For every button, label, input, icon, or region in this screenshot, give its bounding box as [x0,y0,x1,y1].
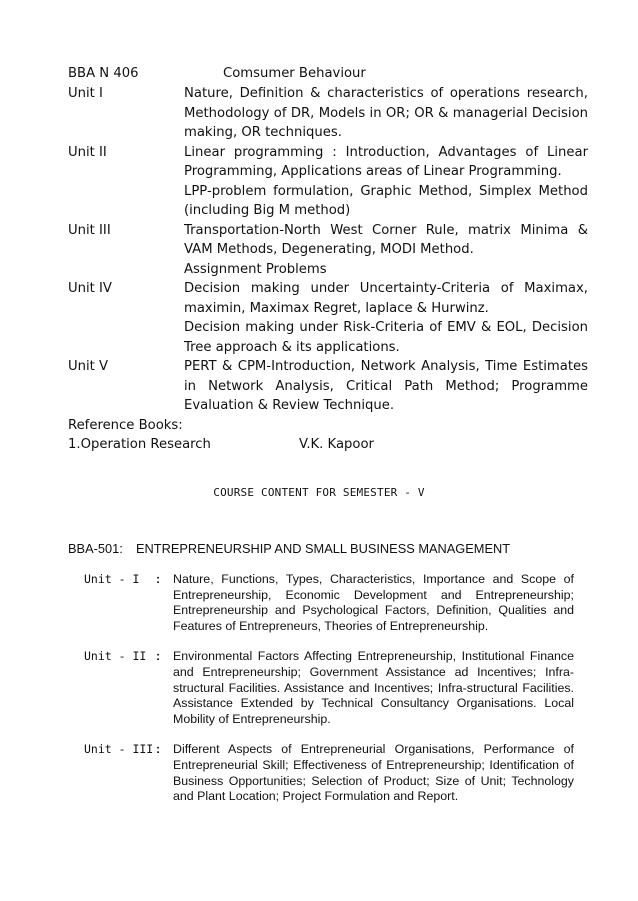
reference-author: V.K. Kapoor [299,437,374,452]
unit-label: Unit IV [68,281,112,296]
references-heading: Reference Books: [68,417,183,433]
unit-label: Unit V [68,359,109,374]
unit-colon: : [156,742,161,757]
reference-item [68,435,588,455]
unit-label: Unit III [68,222,111,238]
unit-label: Unit - I [84,572,140,586]
unit-label: Unit II [68,144,107,160]
unit-text: Linear programming : Introduction, Advantages of Linear Programming, Applications areas of Linear Programming. [184,144,588,179]
course-title: ENTREPRENEURSHIP AND SMALL BUSINESS MANAGEMENT [136,541,511,556]
unit-content [184,221,588,280]
unit-content [184,279,588,357]
unit-colon: : [156,649,161,664]
unit-text: Nature, Definition & characteristics of operations research, Methodology of DR, Models in OR; OR & managerial Decision making, OR techniques. [184,86,588,140]
semester-units [84,572,574,820]
syllabus-header [68,64,588,84]
unit-label: Unit - III [84,742,154,757]
semester-heading: COURSE CONTENT FOR SEMESTER - V [213,486,425,499]
semester-unit-3 [84,742,574,804]
unit-label: Unit I [68,86,103,101]
unit-text: Decision making under Uncertainty-Criteria of Maximax, maximin, Maximax Regret, laplace & Hurwinz. [184,281,588,316]
semester-unit-1 [84,572,574,634]
syllabus-section [68,64,588,455]
unit-text: LPP-problem formulation, Graphic Method, Simplex Method (including Big M method) [184,183,588,218]
unit-text: Transportation-North West Corner Rule, matrix Minima & VAM Methods, Degenerating, MODI Method. [184,222,588,257]
unit-content [184,84,588,143]
course-code: BBA-501: [68,541,123,556]
unit-text: PERT & CPM-Introduction, Network Analysis, Time Estimates in Network Analysis, Critical Path Method; Programme Evaluation & Review Technique. [184,359,588,413]
unit-4 [68,279,588,357]
paper-code: BBA N 406 [68,66,139,81]
unit-text: Assignment Problems [184,261,327,277]
unit-2 [68,143,588,221]
unit-text: Decision making under Risk-Criteria of EMV & EOL, Decision Tree approach & its applications. [184,320,588,355]
paper-subject: Comsumer Behaviour [223,66,366,81]
unit-content [184,357,588,416]
unit-5 [68,357,588,416]
unit-text: Different Aspects of Entrepreneurial Organisations, Performance of Entrepreneurial Skill; Effectiveness of Entrepreneurship; Identification of Business Opportunities; Selection of Product; Size of Unit; Technology and Plant Location; Project Formulation and Report. [173,742,574,804]
references [68,416,588,456]
unit-text: Nature, Functions, Types, Characteristics, Importance and Scope of Entrepreneurship, Economic Development and Entrepreneurship; Entrepreneurship and Psychological Factors, Definition, Qualities and Features of Entrepreneurs, Theories of Entrepreneurship. [173,572,574,633]
unit-label: Unit - II [84,649,147,664]
course-title-line [68,541,510,556]
reference-title: 1.Operation Research [68,437,211,452]
unit-content [184,143,588,221]
unit-3 [68,221,588,280]
unit-colon: : [156,572,161,586]
unit-text: Environmental Factors Affecting Entrepreneurship, Institutional Finance and Entrepreneurship; Government Assistance ad Incentives; Infra-structural Facilities. Assistance and Incentives; Infra-structural Facilities. Assistance Extended by Technical Consultancy Organisations. Local Mobility of Entrepreneurship. [173,649,574,726]
unit-1 [68,84,588,143]
semester-unit-2 [84,649,574,727]
